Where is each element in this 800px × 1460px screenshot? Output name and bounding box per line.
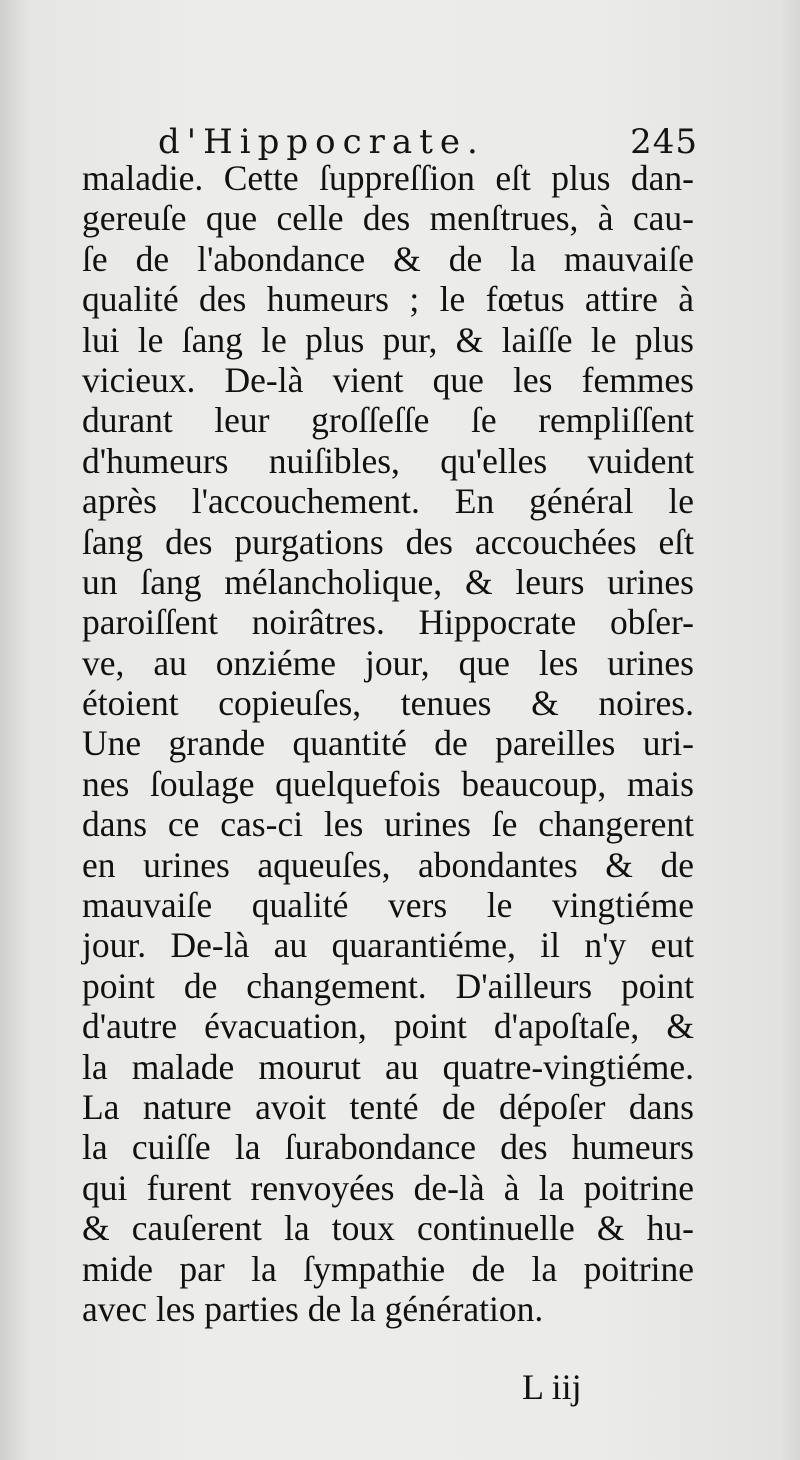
text-line: lui le ſang le plus pur, & laiſſe le plus <box>82 319 694 360</box>
signature-mark: L iij <box>522 1367 582 1407</box>
text-line: qui furent renvoyées de-là à la poitrine <box>82 1167 694 1208</box>
body-text <box>82 158 694 1329</box>
text-line: nes ſoulage quelquefois beaucoup, mais <box>82 763 694 804</box>
text-line: étoient copieuſes, tenues & noires. <box>82 683 694 724</box>
text-line: dans ce cas-ci les urines ſe changerent <box>82 804 694 845</box>
text-line: la malade mourut au quatre-vingtiéme. <box>82 1046 694 1087</box>
text-line: ſang des purgations des accouchées eſt <box>82 521 694 562</box>
text-line: en urines aqueuſes, abondantes & de <box>82 844 694 885</box>
text-line: jour. De-là au quarantiéme, il n'y eut <box>82 925 694 966</box>
text-line: point de changement. D'ailleurs point <box>82 965 694 1006</box>
text-line: ſe de l'abondance & de la mauvaiſe <box>82 238 694 279</box>
text-line: durant leur groſſeſſe ſe rempliſſent <box>82 400 694 441</box>
text-line: mauvaiſe qualité vers le vingtiéme <box>82 885 694 926</box>
text-line: Une grande quantité de pareilles uri- <box>82 723 694 764</box>
text-line: maladie. Cette ſuppreſſion eſt plus dan- <box>82 158 694 198</box>
text-line: la cuiſſe la ſurabondance des humeurs <box>82 1127 694 1168</box>
text-line: & cauſerent la toux continuelle & hu- <box>82 1208 694 1249</box>
text-line: d'autre évacuation, point d'apoſtaſe, & <box>82 1006 694 1047</box>
text-line: qualité des humeurs ; le fœtus attire à <box>82 279 694 320</box>
text-line: après l'accouchement. En général le <box>82 481 694 522</box>
text-line: un ſang mélancholique, & leurs urines <box>82 561 694 602</box>
text-line: avec les parties de la génération. <box>82 1288 544 1329</box>
text-line: La nature avoit tenté de dépoſer dans <box>82 1086 694 1127</box>
text-line: ve, au onziéme jour, que les urines <box>82 642 694 683</box>
text-line: gereuſe que celle des menſtrues, à cau- <box>82 198 694 239</box>
text-line: vicieux. De-là vient que les femmes <box>82 359 694 400</box>
page-number: 245 <box>630 122 698 162</box>
running-title: d'Hippocrate. <box>158 122 485 162</box>
page-header <box>158 122 698 162</box>
text-line: paroiſſent noirâtres. Hippocrate obſer- <box>82 602 694 643</box>
text-line: mide par la ſympathie de la poitrine <box>82 1248 694 1289</box>
text-line: d'humeurs nuiſibles, qu'elles vuident <box>82 440 694 481</box>
